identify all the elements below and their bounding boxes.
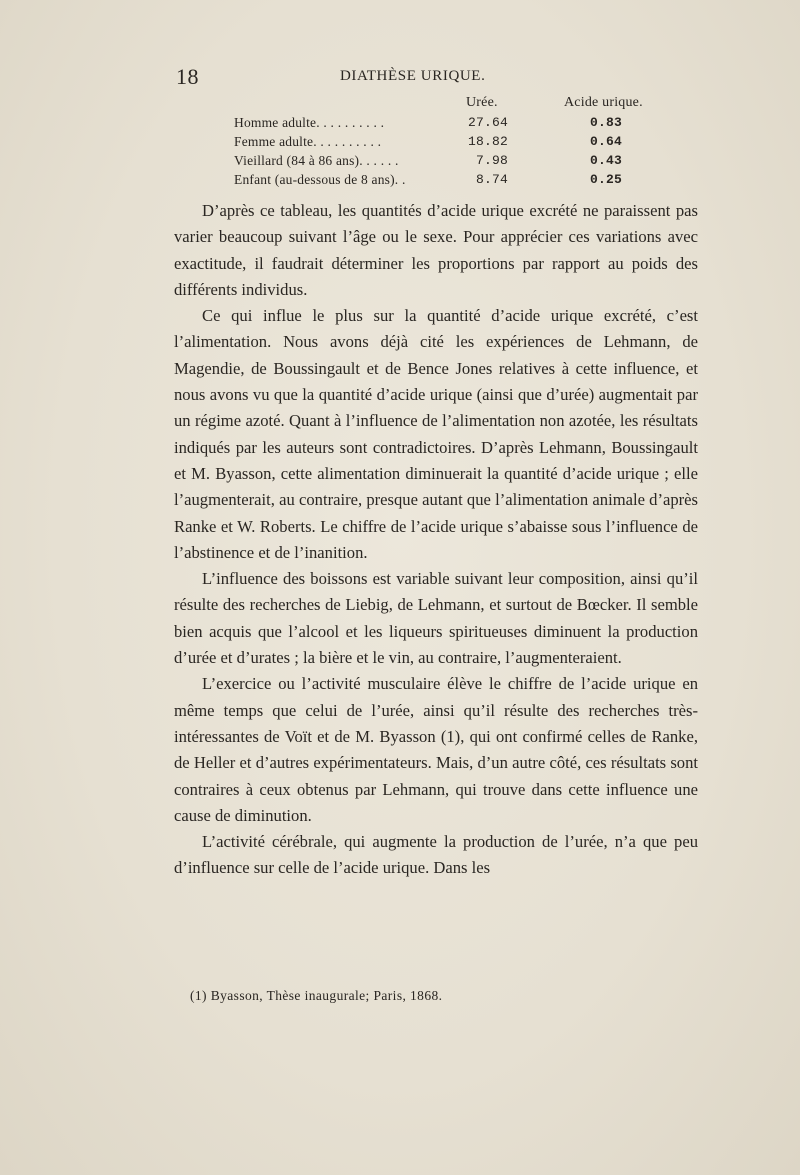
running-title: DIATHÈSE URIQUE. [340, 68, 486, 84]
footnote: (1) Byasson, Thèse inaugurale; Paris, 1868. [190, 988, 443, 1003]
acide-value: 0.64 [590, 134, 623, 149]
uree-value: 18.82 [468, 134, 509, 149]
uree-value: 27.64 [468, 115, 509, 130]
row-label: Homme adulte. . . . . . . . . . [234, 115, 385, 130]
body-text [174, 198, 698, 882]
page-number: 18 [176, 64, 199, 89]
paragraph: L’influence des boissons est variable suivant leur composition, ainsi qu’il résulte des recherches de Liebig, de Lehmann, et surtout de Bœcker. Il semble bien acquis que l’alcool et les liqueurs spiritueuses diminuent la production d’urée et d’urates ; la bière et le vin, au contraire, l’augmenteraient. [174, 569, 698, 668]
paragraph: Ce qui influe le plus sur la quantité d’acide urique excrété, c’est l’alimentation. Nous avons déjà cité les expériences de Lehmann, de Magendie, de Boussingault et de Bence Jones relatives à cette influence, et nous avons vu que la quantité d’acide urique (ainsi que d’urée) augmentait par un régime azoté. Quant à l’influence de l’alimentation non azotée, les résultats indiqués par les auteurs sont contradictoires. D’après Lehmann, Boussingault et M. Byasson, cette alimentation diminuerait la quantité d’acide urique ; elle l’augmenterait, au contraire, presque autant que l’alimentation animale d’après Ranke et W. Roberts. Le chiffre de l’acide urique s’abaisse sous l’influence de l’abstinence et de l’inanition. [174, 306, 698, 562]
paragraph: D’après ce tableau, les quantités d’acide urique excrété ne paraissent pas varier beaucoup suivant l’âge ou le sexe. Pour apprécier ces variations avec exactitude, il faudrait déterminer les proportions par rapport au poids des différents individus. [174, 201, 698, 299]
acide-value: 0.43 [590, 153, 623, 168]
row-label: Enfant (au-dessous de 8 ans). . [234, 172, 406, 187]
table-row [172, 134, 697, 153]
page-header [172, 64, 697, 94]
row-label: Femme adulte. . . . . . . . . . [234, 134, 382, 149]
acide-value: 0.83 [590, 115, 623, 130]
uree-value: 7.98 [476, 153, 509, 168]
table-row [172, 115, 697, 134]
column-header-uree: Urée. [466, 95, 498, 110]
acide-value: 0.25 [590, 172, 623, 187]
paragraph: L’exercice ou l’activité musculaire élève le chiffre de l’acide urique en même temps que celui de l’urée, ainsi qu’il résulte des recherches très-intéressantes de Voït et de M. Byasson (1), qui ont confirmé celles de Ranke, de Heller et d’autres expérimentateurs. Mais, d’un autre côté, ces résultats sont contraires à ceux obtenus par Lehmann, qui trouve dans cette influence une cause de diminution. [174, 674, 698, 825]
table-row [172, 153, 697, 172]
paragraph: L’activité cérébrale, qui augmente la production de l’urée, n’a que peu d’influence sur celle de l’acide urique. Dans les [174, 832, 698, 878]
column-header-acide-urique: Acide urique. [564, 95, 643, 110]
uree-value: 8.74 [476, 172, 509, 187]
table-row [172, 172, 697, 191]
row-label: Vieillard (84 à 86 ans). . . . . . [234, 153, 399, 168]
